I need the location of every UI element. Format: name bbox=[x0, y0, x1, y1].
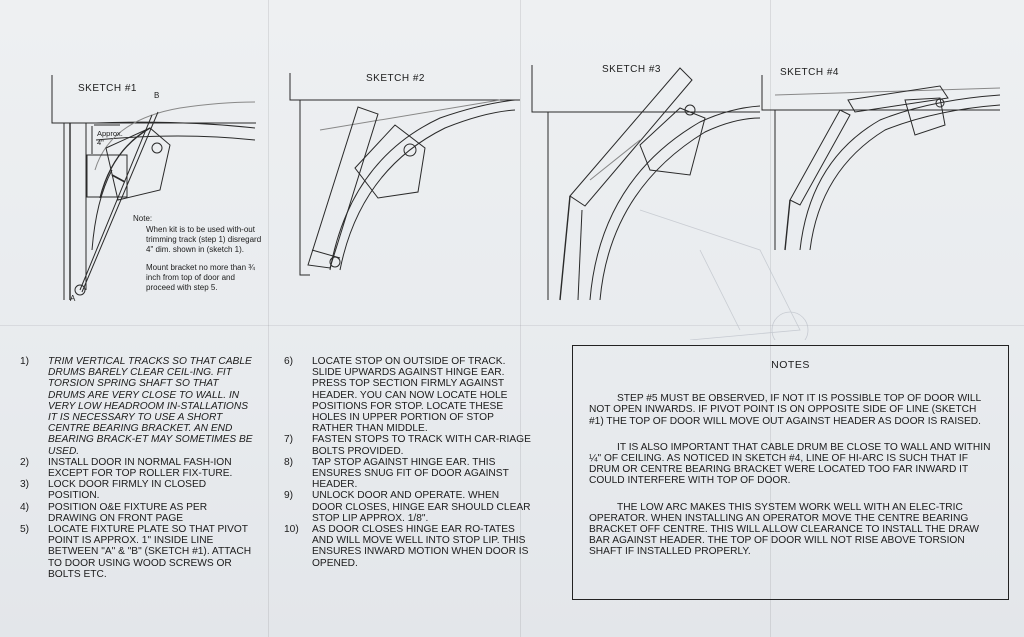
step-number: 2) bbox=[20, 456, 30, 468]
point-a-label: A bbox=[70, 294, 76, 303]
step-number: 7) bbox=[284, 434, 294, 446]
step-text: LOCATE STOP ON OUTSIDE OF TRACK. SLIDE UPWARDS AGAINST HINGE EAR. PRESS TOP SECTION FIRMLY AGAINST HEADER. YOU CAN NOW LOCATE HOLE POSITIONS FOR STOP. LOCATE THESE HOLES IN UPPER PORTION OF STOP RATHER THAN MIDDLE. bbox=[312, 356, 508, 435]
step-item bbox=[284, 490, 532, 524]
step-number: 1) bbox=[20, 356, 30, 367]
sketch-1-title: SKETCH #1 bbox=[78, 83, 137, 94]
notes-paragraph: STEP #5 MUST BE OBSERVED, IF NOT IT IS POSSIBLE TOP OF DOOR WILL NOT OPEN INWARDS. IF PIVOT POINT IS ON OPPOSITE SIDE OF LINE (SKETCH #1) THE TOP OF DOOR WILL MOVE OUT AGAINST HEADER AS DOOR IS RAISED. bbox=[589, 393, 981, 427]
sketch-4-title: SKETCH #4 bbox=[780, 67, 839, 78]
step-text: AS DOOR CLOSES HINGE EAR RO-TATES AND WILL MOVE WELL INTO STOP LIP. THIS ENSURES INWARD MOTION WHEN DOOR IS OPENED. bbox=[312, 524, 529, 569]
sketch-note bbox=[133, 214, 263, 301]
step-text: TAP STOP AGAINST HINGE EAR. THIS ENSURES SNUG FIT OF DOOR AGAINST HEADER. bbox=[312, 456, 509, 491]
note-heading: Note: bbox=[133, 214, 153, 223]
note-paragraph: When kit is to be used with-out trimming track (step 1) disregard 4" dim. shown in (sketch 1). bbox=[146, 225, 262, 254]
step-item bbox=[284, 524, 532, 569]
step-item bbox=[284, 457, 532, 491]
step-item bbox=[284, 434, 532, 456]
notes-title: NOTES bbox=[771, 359, 810, 371]
steps-column-left bbox=[20, 356, 258, 580]
sketch-3-drawing bbox=[532, 65, 760, 300]
step-number: 6) bbox=[284, 356, 294, 367]
step-text: TRIM VERTICAL TRACKS SO THAT CABLE DRUMS BARELY CLEAR CEIL-ING. FIT TORSION SPRING SHAFT SO THAT DRUMS ARE VERY CLOSE TO WALL. IN VERY LOW HEADROOM IN-STALLATIONS IT IS NECESSARY TO USE A SHORT CENTRE BEARING BRACKET. AN END BEARING BRACK-ET MAY SOMETIMES BE USED. bbox=[48, 356, 253, 457]
sketch-2-drawing bbox=[290, 73, 520, 275]
sketch-4-drawing bbox=[762, 75, 1000, 250]
step-item bbox=[20, 524, 258, 580]
step-number: 8) bbox=[284, 456, 294, 468]
step-item bbox=[20, 502, 258, 524]
step-text: LOCK DOOR FIRMLY IN CLOSED POSITION. bbox=[48, 479, 207, 502]
sketch-3-title: SKETCH #3 bbox=[602, 64, 661, 75]
approx-dimension bbox=[97, 129, 123, 147]
step-number: 4) bbox=[20, 501, 30, 513]
notes-box bbox=[572, 345, 1009, 600]
step-number: 10) bbox=[284, 524, 299, 536]
step-number: 9) bbox=[284, 490, 294, 502]
step-text: INSTALL DOOR IN NORMAL FASH-ION EXCEPT FOR TOP ROLLER FIX-TURE. bbox=[48, 456, 233, 480]
step-number: 5) bbox=[20, 524, 30, 536]
notes-paragraph: IT IS ALSO IMPORTANT THAT CABLE DRUM BE CLOSE TO WALL AND WITHIN ¼" OF CEILING. AS NOTICED IN SKETCH #4, LINE OF HI-ARC IS SUCH THAT IF DRUM OR CENTRE BEARING BRACKET WERE LOCATED TOO FAR INWARD IT COULD INTERFERE WITH TOP OF DOOR. bbox=[589, 441, 991, 487]
step-number: 3) bbox=[20, 479, 30, 491]
step-item bbox=[20, 457, 258, 479]
step-item bbox=[284, 356, 532, 434]
note-paragraph: Mount bracket no more than ¾ inch from top of door and proceed with step 5. bbox=[146, 263, 255, 292]
point-b-label: B bbox=[154, 91, 160, 100]
step-text: FASTEN STOPS TO TRACK WITH CAR-RIAGE BOLTS PROVIDED. bbox=[312, 434, 531, 457]
step-item bbox=[20, 356, 258, 457]
approx-label: Approx. bbox=[97, 129, 123, 138]
step-text: POSITION O&E FIXTURE AS PER DRAWING ON FRONT PAGE bbox=[48, 501, 208, 524]
sketch-2-title: SKETCH #2 bbox=[366, 73, 425, 84]
notes-paragraph: THE LOW ARC MAKES THIS SYSTEM WORK WELL WITH AN ELEC-TRIC OPERATOR. WHEN INSTALLING AN OPERATOR MOVE THE CENTRE BEARING BRACKET OFF CENTRE. THIS WILL ALLOW CLEARANCE TO INSTALL THE DRAW BAR AGAINST HEADER. THE TOP OF DOOR WILL NOT RISE ABOVE TORSION SHAFT IF INSTALLED PROPERLY. bbox=[589, 501, 980, 558]
step-text: UNLOCK DOOR AND OPERATE. WHEN DOOR CLOSES, HINGE EAR SHOULD CLEAR STOP LIP APPROX. 1/8". bbox=[312, 490, 531, 524]
steps-column-right bbox=[284, 356, 532, 569]
step-item bbox=[20, 479, 258, 501]
approx-value: 4" bbox=[97, 138, 104, 147]
step-text: LOCATE FIXTURE PLATE SO THAT PIVOT POINT IS APPROX. 1" INSIDE LINE BETWEEN "A" & "B" (SKETCH #1). ATTACH TO DOOR USING WOOD SCREWS OR BOLTS ETC. bbox=[48, 524, 252, 580]
